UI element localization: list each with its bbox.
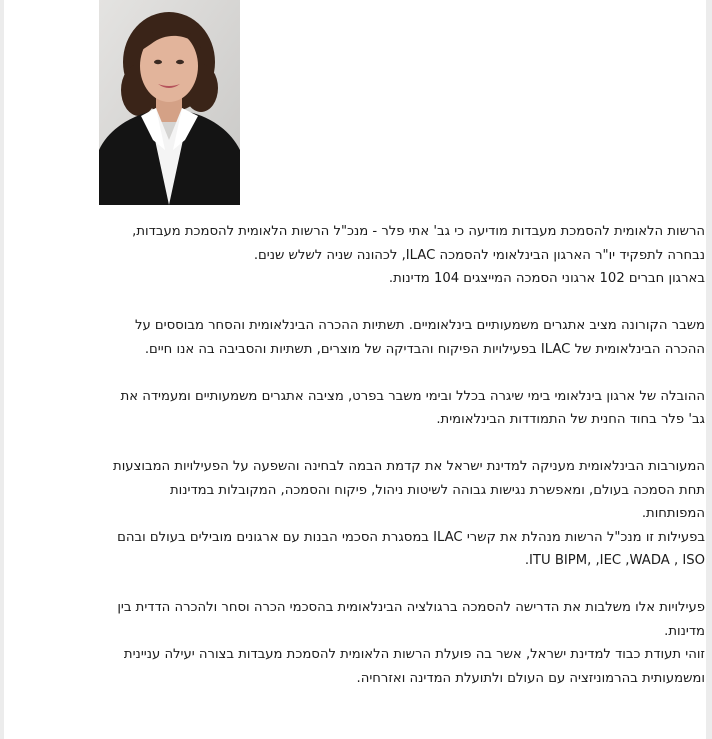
- text-line: נבחרה לתפקיד יו"ר הארגון הבינלאומי להסמכה ILAC, לכהונה שניה לשלש שנים.: [253, 247, 705, 263]
- text-line: בארגון חברים 102 ארגוני הסמכה המייצגים 104 מדינות.: [388, 271, 705, 286]
- text-line: בפעילות זו מנכ"ל הרשות מנהלת את קשרי ILAC במסגרת הסכמי הבנות עם ארגונים מובילים בעולם ובהם: [117, 529, 705, 545]
- paragraph-4: [100, 455, 705, 573]
- text-line: מדינות.: [664, 623, 705, 639]
- text-line: ומשמעותית בהרמוניזציה עם העולם ולתועלת המדינה ואזרחיה.: [356, 670, 705, 686]
- article-body: [100, 220, 705, 690]
- text-line: משבר הקורונה מציב אתגרים משמעותיים בינלאומיים. תשתיות ההכרה הבינלאומית והסחר מבוססים על: [134, 318, 705, 333]
- text-line: תחת הסמכה בעולם, ומאפשרת נגישות גבוהה לשיטות ניהול, פיקוח והסמכה, המקובלות במדינות: [169, 482, 705, 498]
- portrait-photo: [99, 0, 240, 205]
- paragraph-spacer: [100, 432, 705, 456]
- text-line: המעורבות הבינלאומית מעניקה למדינת ישראל את קדמת הבמה לבחינה והשפעה על הפעילויות המבוצעות: [113, 459, 705, 474]
- text-line: גב' פלר בחוד החנית של התמודדות הבינלאומית.: [436, 412, 705, 427]
- paragraph-3: [100, 385, 705, 432]
- text-line: ITU BIPM, ,IEC ,WADA , ISO.: [524, 553, 705, 568]
- paragraph-5: [100, 596, 705, 690]
- paragraph-2: [100, 314, 705, 361]
- text-line: זוהי תעודת כבוד למדינת ישראל, אשר בה פועלת הרשות הלאומית להסמכת מעבדות בצורה יעילה עניינית: [123, 647, 705, 662]
- text-line: פעילויות אלו משלבות את הדרישה להסמכה ברגולציה הבינלאומית בהסכמי הכרה וסחר ולהכרה הדדית בין: [117, 600, 705, 615]
- right-border: [706, 0, 712, 739]
- text-line: הרשות הלאומית להסמכת מעבדות מודיעה כי גב' אתי פלר - מנכ"ל הרשות הלאומית להסמכת מעבדות,: [132, 224, 705, 239]
- paragraph-spacer: [100, 291, 705, 315]
- paragraph-spacer: [100, 361, 705, 385]
- text-line: ההובלה של ארגון בינלאומי בימי שיגרה בכלל ובימי משבר בפרט, מציבה אתגרים משמעותיים ומעמידה את: [120, 388, 705, 404]
- portrait-photo-icon: [99, 0, 240, 205]
- paragraph-spacer: [100, 573, 705, 597]
- left-border: [0, 0, 4, 739]
- paragraph-1: [100, 220, 705, 291]
- text-line: ההכרה הבינלאומית של ILAC בפעילויות הפיקוח והבדיקה של מוצרים, תשתיות והסביבה בה אנו חיים.: [144, 341, 705, 357]
- text-line: המפותחות.: [641, 506, 705, 521]
